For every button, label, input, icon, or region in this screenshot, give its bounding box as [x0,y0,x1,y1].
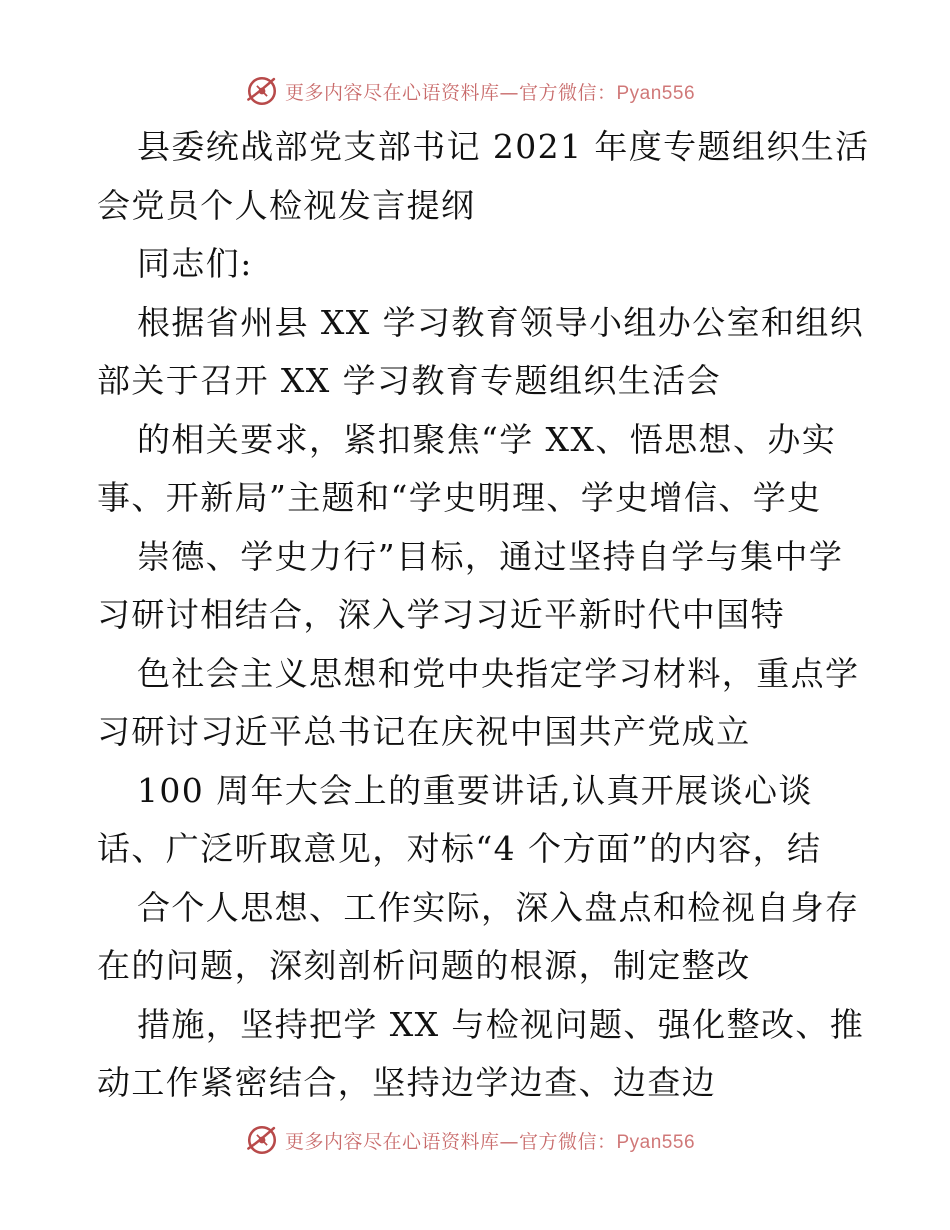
watermark-separator: — [499,81,519,104]
paragraph-line: 100 周年大会上的重要讲话,认真开展谈心谈 [137,770,813,810]
document-title-line: 县委统战部党支部书记 2021 年度专题组织生活 [137,127,870,166]
document-body [97,118,877,1113]
watermark-separator: — [499,1130,519,1153]
watermark-main-text: 更多内容尽在心语资料库 [284,81,500,104]
watermark-group [245,74,695,108]
pen-logo-icon [245,74,279,108]
watermark-text [285,78,695,105]
paragraph-line: 在的问题，深刻剖析问题的根源，制定整改 [97,946,751,985]
paragraph-line: 根据省州县 XX 学习教育领导小组办公室和组织 [137,302,865,342]
paragraph-line: 动工作紧密结合，坚持边学边查、边查边 [97,1063,717,1102]
watermark-wechat-label: 官方微信： [518,1130,617,1153]
watermark-wechat-id: Pyan556 [616,82,696,104]
watermark-wechat-id: Pyan556 [616,1131,696,1153]
watermark-group [245,1123,695,1157]
paragraph-line: 部关于召开 XX 学习教育专题组织生活会 [97,361,721,400]
paragraph-line: 事、开新局”主题和“学史明理、学史增信、学史 [97,478,822,517]
header-watermark [0,71,950,111]
paragraph-line: 措施，坚持把学 XX 与检视问题、强化整改、推 [137,1004,865,1044]
watermark-wechat-label: 官方微信： [518,81,617,104]
paragraph-line: 合个人思想、工作实际，深入盘点和检视自身存 [137,887,860,927]
paragraph-line: 会党员个人检视发言提纲 [97,185,476,225]
footer-watermark [0,1120,950,1160]
paragraph-line: 的相关要求，紧扣聚焦“学 XX、悟思想、办实 [137,419,837,459]
paragraph-line: 习研讨相结合，深入学习习近平新时代中国特 [97,595,785,634]
paragraph-line: 话、广泛听取意见，对标“4 个方面”的内容，结 [97,829,822,868]
paragraph-line: 习研讨习近平总书记在庆祝中国共产党成立 [97,712,751,751]
pen-logo-icon [245,1123,279,1157]
paragraph-line: 色社会主义思想和党中央指定学习材料，重点学 [137,653,860,693]
paragraph-line: 同志们: [137,244,253,283]
watermark-text [285,1127,695,1154]
watermark-main-text: 更多内容尽在心语资料库 [284,1130,500,1153]
paragraph-line: 崇德、学史力行”目标，通过坚持自学与集中学 [137,536,844,576]
